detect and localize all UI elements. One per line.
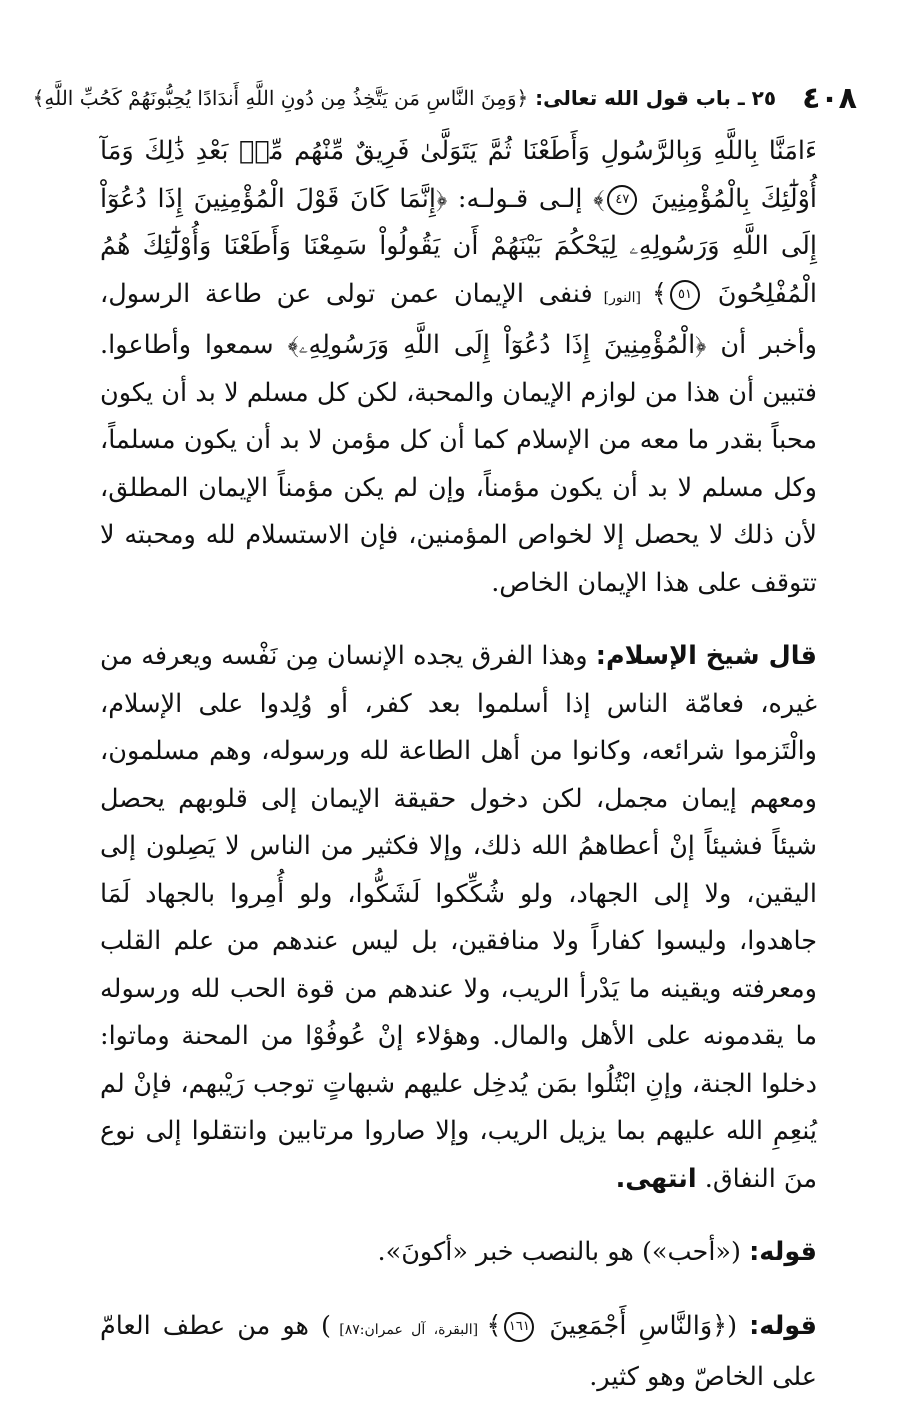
paragraph-text: ) هو من عطف العامّ على الخاصّ وهو كثير. [100, 1310, 817, 1392]
ayah-number-marker: ٤٧ [607, 185, 637, 215]
chapter-title-text: ٢٥ ـ باب قول الله تعالى: [528, 86, 777, 110]
ayah-number-marker: ٥١ [670, 280, 700, 310]
ayah-number-marker: ١٦١ [504, 1312, 534, 1342]
paragraph-text: إلـى قـولـه: [447, 183, 594, 214]
verse-reference: [النور] [592, 289, 653, 306]
paragraph-4 [100, 1303, 817, 1402]
quran-bracket: ﴾ [652, 278, 667, 309]
quran-verse: ﴿الْمُؤْمِنِينَ إِذَا دُعُوٓاْ إِلَى اللَّهِ وَرَسُولِهِۦ﴾ [287, 330, 707, 360]
page-body [100, 128, 817, 1402]
chapter-verse: ﴿وَمِنَ النَّاسِ مَن يَتَّخِذُ مِن دُونِ اللَّهِ أَندَادًا يُحِبُّونَهُمْ كَحُبِّ اللَّهِ﴾ [32, 86, 529, 110]
paragraph-text: سمعوا وأطاعوا. فتبين أن هذا من لوازم الإيمان والمحبة، لكن كل مسلم لا بد أن يكون محباً بقدر ما معه من الإسلام كما أن كل مؤمن لا بد أن يكون مسلماً، وكل مسلم لا بد أن يكون مؤمناً، وإن لم يكن مؤمناً الإيمان المطلق، لأن ذلك لا يحصل إلا لخواص المؤمنين، فإن الاستسلام لله ومحبته لا تتوقف على هذا الإيمان الخاص. [100, 330, 817, 598]
paragraph-text: فنفى الإيمان عمن تولى عن طاعة الرسول، وأخبر أن [100, 278, 817, 360]
quran-bracket: ﴾ [593, 183, 605, 214]
chapter-title [33, 86, 776, 110]
end-quote-label: انتهى. [615, 1163, 697, 1194]
verse-reference: [البقرة، آل عمران:٨٧] [330, 1321, 487, 1338]
quran-verse: (﴿وَالنَّاسِ أَجْمَعِينَ [549, 1310, 750, 1341]
quran-bracket: ﴾ [486, 1310, 502, 1341]
page-number: ٤٠٨ [802, 80, 857, 116]
paragraph-1 [100, 128, 817, 607]
quran-verse: ءَامَنَّا بِاللَّهِ وَبِالرَّسُولِ وَأَطَعْنَا ثُمَّ يَتَوَلَّىٰ فَرِيقٌ مِّنْهُم مِّنۢ بَعْدِ ذَٰلِكَ وَمَآ أُوْلَٰٓئِكَ بِالْمُؤْمِنِينَ [100, 136, 817, 214]
quran-verse: ﴿إِنَّمَا كَانَ قَوْلَ الْمُؤْمِنِينَ إِذَا دُعُوٓاْ إِلَى اللَّهِ وَرَسُولِهِۦ لِيَحْكُمَ بَيْنَهُمْ أَن يَقُولُواْ سَمِعْنَا وَأَطَعْنَا وَأُوْلَٰٓئِكَ هُمُ الْمُفْلِحُونَ [100, 183, 817, 309]
paragraph-text: وهذا الفرق يجده الإنسان مِن نَفْسه ويعرفه من غيره، فعامّة الناس إذا أسلموا بعد كفر، أو وُلِدوا على الإسلام، والْتَزموا شرائعه، وكانوا من أهل الطاعة لله ورسوله، وهم مسلمون، ومعهم إيمان مجمل، لكن دخول حقيقة الإيمان إلى قلوبهم يحصل شيئاً فشيئاً إنْ أعطاهمُ الله ذلك، وإلا فكثير من الناس لا يَصِلون إلى اليقين، ولا إلى الجهاد، ولو شُكِّكوا لَشَكُّوا، ولو أُمِروا بالجهاد لَمَا جاهدوا، وليسوا كفاراً ولا منافقين، بل ليس عندهم من علم القلب ومعرفته ويقينه ما يَدْرأ الريب، ولا عندهم من قوة الحب لله ورسوله ما يقدمونه على الأهل والمال. وهؤلاء إنْ عُوفُوْا من المحنة وماتوا: دخلوا الجنة، وإنِ ابْتُلُوا بمَن يُدخِل عليهم شبهاتٍ توجب رَيْبهم، فإنْ لم يُنعِمِ الله عليهم بما يزيل الريب، وإلا صاروا مرتابين وانتقلوا إلى نوع منَ النفاق. [100, 641, 817, 1194]
speaker-label: قوله: [749, 1237, 817, 1267]
paragraph-3 [100, 1229, 817, 1277]
paragraph-text: («أحب») هو بالنصب خبر «أكونَ». [377, 1237, 750, 1267]
speaker-label: قوله: [749, 1310, 817, 1341]
speaker-label: قال شيخ الإسلام: [595, 641, 817, 671]
running-header [32, 78, 857, 118]
paragraph-2 [100, 633, 817, 1203]
